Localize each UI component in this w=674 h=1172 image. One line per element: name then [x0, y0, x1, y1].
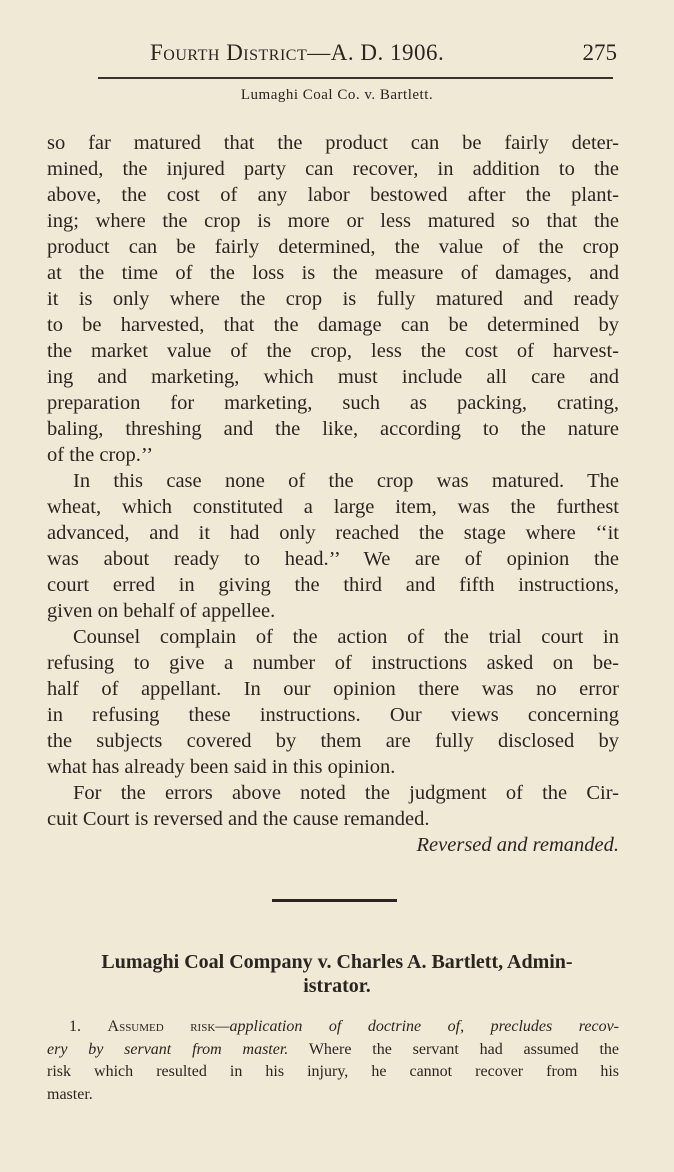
text-line: so far matured that the product can be fairly deter-	[47, 132, 619, 154]
text-line: what has already been said in this opinion.	[47, 756, 396, 778]
headnote-line: risk which resulted in his injury, he cannot recover from his	[47, 1063, 619, 1080]
headnote-line: master.	[47, 1085, 93, 1103]
text-line: ing; where the crop is more or less matured so that the	[47, 210, 619, 232]
text-line: In this case none of the crop was matured. The	[73, 470, 619, 492]
text-line: the subjects covered by them are fully disclosed by	[47, 730, 619, 752]
headnote-subtopic: —application of doctrine of, precludes recov-	[215, 1018, 619, 1035]
disposition: Reversed and remanded.	[416, 834, 619, 856]
page-number: 275	[582, 40, 617, 65]
page-header-title: Fourth District—A. D. 1906.	[150, 40, 445, 65]
text-line: cuit Court is reversed and the cause remanded.	[47, 808, 430, 830]
text-line: to be harvested, that the damage can be determined by	[47, 314, 619, 336]
text-line: advanced, and it had only reached the stage where ‘‘it	[47, 522, 619, 544]
headnote-subtopic-cont: ery by servant from master.	[47, 1040, 289, 1058]
text-line: at the time of the loss is the measure of damages, and	[47, 262, 619, 284]
text-line: preparation for marketing, such as packing, crating,	[47, 392, 619, 414]
headnote-text: Where the servant had assumed the	[288, 1040, 620, 1058]
headnote-topic: Assumed risk	[107, 1018, 216, 1035]
text-line: above, the cost of any labor bestowed after the plant-	[47, 184, 619, 206]
text-line: half of appellant. In our opinion there was no error	[47, 678, 619, 700]
text-line: refusing to give a number of instructions asked on be-	[47, 652, 619, 674]
running-head: Lumaghi Coal Co. v. Bartlett.	[240, 87, 434, 103]
header-rule	[98, 77, 613, 79]
text-line: mined, the injured party can recover, in addition to the	[47, 158, 619, 180]
text-line: wheat, which constituted a large item, was the furthest	[47, 496, 619, 518]
headnote	[47, 1016, 619, 1106]
text-line: of the crop.’’	[47, 444, 154, 466]
case-title-line: Lumaghi Coal Company v. Charles A. Bartlett, Admin-	[101, 951, 573, 973]
case-title	[40, 950, 634, 998]
section-separator	[272, 899, 397, 902]
text-line: in refusing these instructions. Our views concerning	[47, 704, 619, 726]
text-line: the market value of the crop, less the cost of harvest-	[47, 340, 619, 362]
text-line: Counsel complain of the action of the trial court in	[73, 626, 619, 648]
text-line: court erred in giving the third and fifth instructions,	[47, 574, 619, 596]
text-line: given on behalf of appellee.	[47, 600, 276, 622]
headnote-number: 1.	[69, 1018, 81, 1035]
headnote-line	[47, 1039, 619, 1062]
text-line: ing and marketing, which must include all care and	[47, 366, 619, 388]
headnote-line	[47, 1016, 619, 1039]
text-line: was about ready to head.’’ We are of opinion the	[47, 548, 619, 570]
case-title-line: istrator.	[303, 975, 371, 997]
text-line: baling, threshing and the like, according to the nature	[47, 418, 619, 440]
text-line: it is only where the crop is fully matured and ready	[47, 288, 619, 310]
text-line: For the errors above noted the judgment of the Cir-	[73, 782, 619, 804]
text-line: product can be fairly determined, the value of the crop	[47, 236, 619, 258]
opinion-text	[47, 130, 619, 858]
